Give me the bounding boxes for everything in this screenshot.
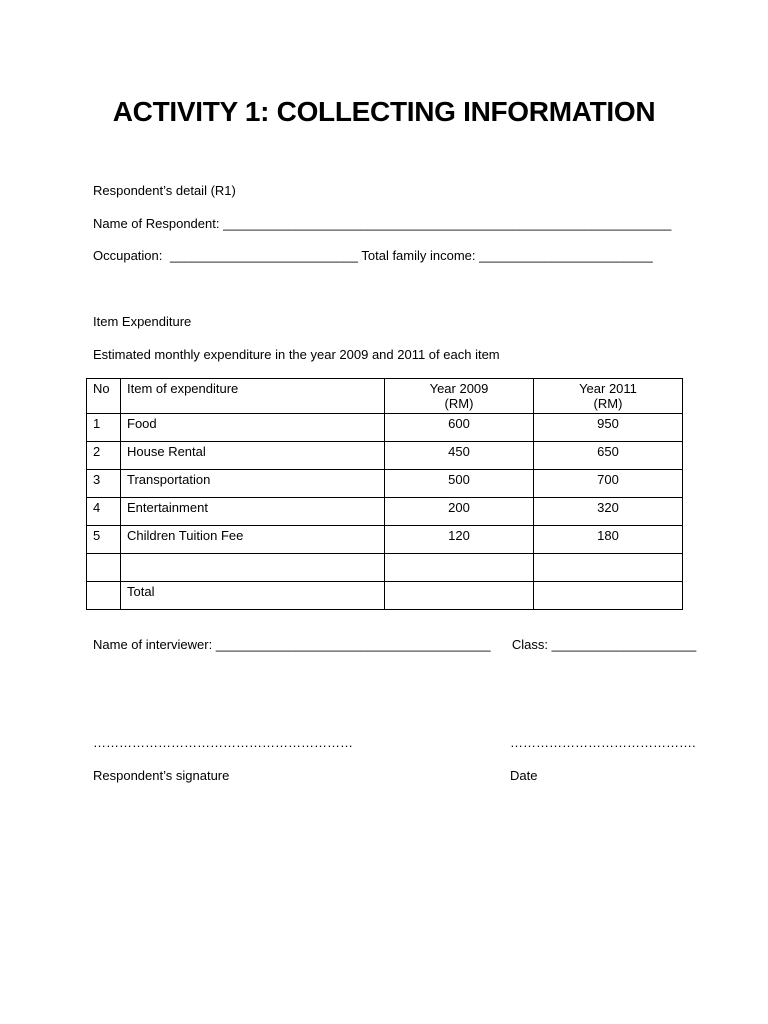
cell-year-2009: 600 — [385, 414, 534, 442]
table-row-empty — [87, 554, 683, 582]
interviewer-row — [93, 636, 696, 654]
cell-no — [87, 582, 121, 610]
signature-dotted-line: …………………………………………………… — [93, 735, 353, 750]
class-label: Class: — [511, 637, 548, 652]
occupation-row — [93, 247, 653, 265]
cell-item: Entertainment — [121, 498, 385, 526]
family-income-blank: ________________________ — [479, 248, 653, 263]
cell-no: 4 — [87, 498, 121, 526]
signature-label: Respondent’s signature — [93, 768, 230, 783]
interviewer-blank: ______________________________________ — [215, 637, 491, 652]
name-of-respondent-label: Name of Respondent: — [93, 216, 220, 231]
name-of-respondent-blank: ______________________________________________________________ — [223, 216, 672, 231]
cell-year-2009: 500 — [385, 470, 534, 498]
page-title: ACTIVITY 1: COLLECTING INFORMATION — [112, 96, 656, 127]
cell-year-2011: 700 — [534, 470, 683, 498]
cell-item: House Rental — [121, 442, 385, 470]
cell-no — [87, 554, 121, 582]
cell-year-2011 — [534, 554, 683, 582]
header-year-2011-line1: Year 2011 — [579, 381, 637, 396]
header-year-2009-line2: (RM) — [444, 396, 474, 411]
cell-item: Transportation — [121, 470, 385, 498]
cell-no: 3 — [87, 470, 121, 498]
header-year-2009 — [385, 379, 534, 414]
occupation-label: Occupation: — [93, 248, 163, 263]
date-label: Date — [510, 768, 538, 783]
cell-no: 1 — [87, 414, 121, 442]
cell-item: Children Tuition Fee — [121, 526, 385, 554]
header-year-2009-line1: Year 2009 — [429, 381, 489, 396]
total-year-2011 — [534, 582, 683, 610]
name-of-respondent-row — [93, 215, 671, 233]
class-blank: ____________________ — [551, 637, 697, 652]
header-no: No — [87, 379, 121, 414]
date-dotted-line: ……………………………………. — [510, 735, 696, 750]
cell-year-2011: 650 — [534, 442, 683, 470]
respondent-detail-heading: Respondent’s detail (R1) — [93, 183, 236, 198]
table-row — [87, 498, 683, 526]
estimated-expenditure-text: Estimated monthly expenditure in the year 2009 and 2011 of each item — [93, 347, 500, 362]
cell-no: 2 — [87, 442, 121, 470]
table-header-row — [87, 379, 683, 414]
header-item: Item of expenditure — [121, 379, 385, 414]
table-row — [87, 442, 683, 470]
table-row — [87, 470, 683, 498]
interviewer-label: Name of interviewer: — [93, 637, 213, 652]
cell-no: 5 — [87, 526, 121, 554]
cell-item — [121, 554, 385, 582]
cell-year-2009: 120 — [385, 526, 534, 554]
table-row — [87, 414, 683, 442]
header-year-2011-line2: (RM) — [593, 396, 623, 411]
cell-item: Food — [121, 414, 385, 442]
family-income-label: Total family income: — [361, 248, 476, 263]
expenditure-table — [86, 378, 683, 610]
cell-year-2009 — [385, 554, 534, 582]
occupation-blank: __________________________ — [170, 248, 358, 263]
total-year-2009 — [385, 582, 534, 610]
header-year-2011 — [534, 379, 683, 414]
total-label: Total — [121, 582, 385, 610]
cell-year-2011: 950 — [534, 414, 683, 442]
cell-year-2011: 180 — [534, 526, 683, 554]
item-expenditure-heading: Item Expenditure — [93, 314, 192, 329]
cell-year-2009: 200 — [385, 498, 534, 526]
cell-year-2011: 320 — [534, 498, 683, 526]
table-row-total — [87, 582, 683, 610]
cell-year-2009: 450 — [385, 442, 534, 470]
table-row — [87, 526, 683, 554]
